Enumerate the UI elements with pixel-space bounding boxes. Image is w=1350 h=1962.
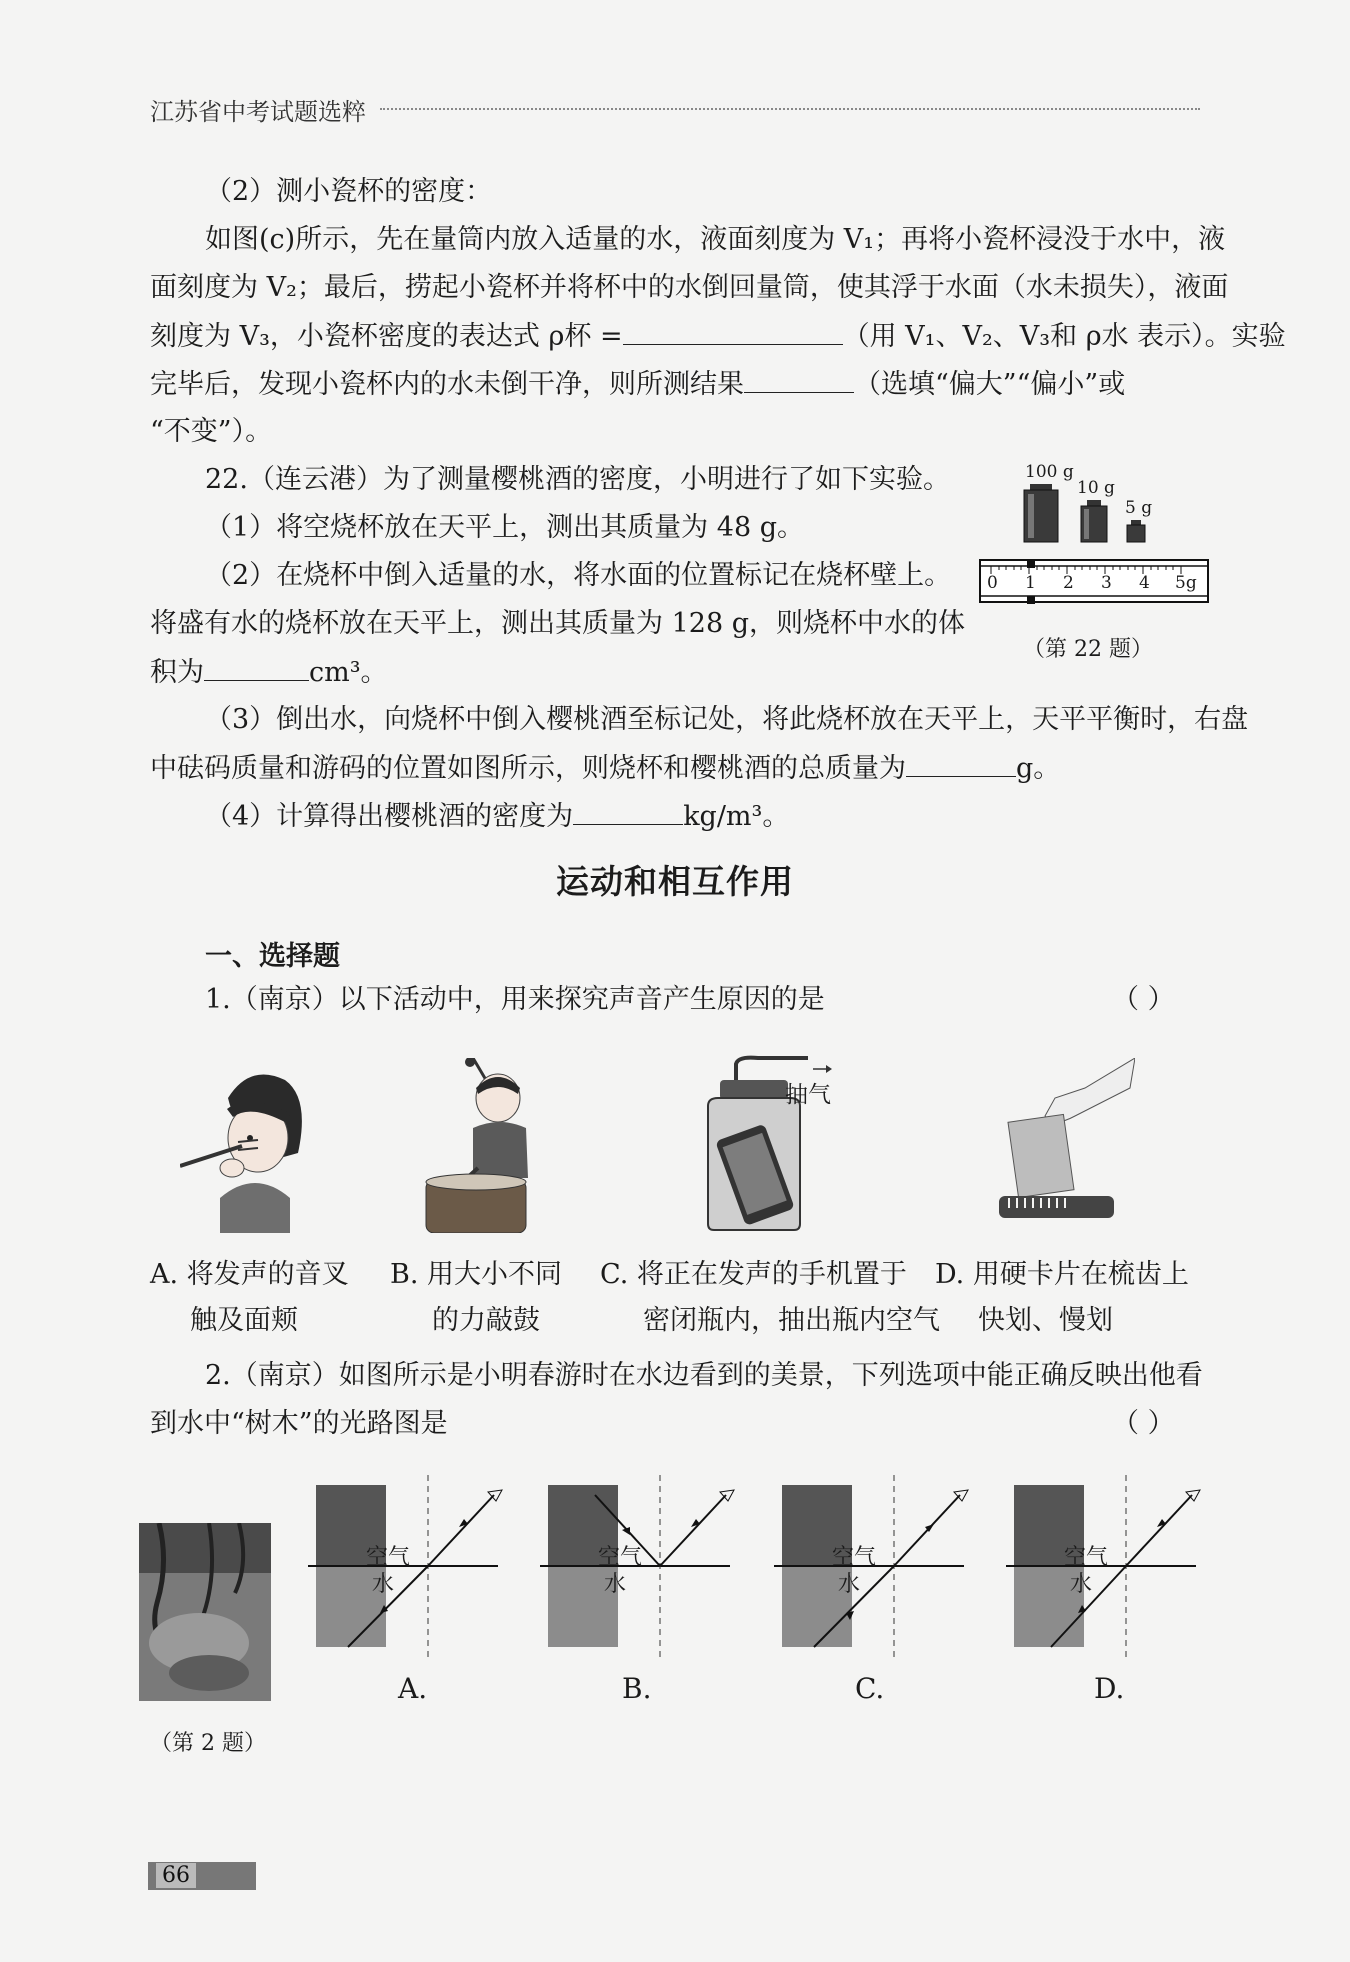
q1-option-c-line2: 密闭瓶内，抽出瓶内空气 (643, 1305, 940, 1336)
q22-balance-figure (975, 460, 1215, 660)
q21-line2: 面刻度为 V₂；最后，捞起小瓷杯并将杯中的水倒回量筒，使其浮于水面（水未损失），液面 (150, 272, 1229, 303)
tuning-fork-girl-image (180, 1058, 320, 1233)
q22-step2c-unit: cm³。 (309, 657, 388, 688)
q1-option-c-line1: C. 将正在发声的手机置于 (600, 1259, 907, 1290)
q1-option-d-line2: 快划、慢划 (978, 1305, 1113, 1336)
q22-answer-blank-mass[interactable] (906, 748, 1016, 777)
header-rule (380, 108, 1200, 110)
q21-answer-blank-1[interactable] (623, 316, 843, 345)
q22-answer-blank-density[interactable] (573, 796, 683, 825)
q22-step3b-text: 中砝码质量和游码的位置如图所示，则烧杯和樱桃酒的总质量为 (150, 753, 906, 784)
q2-a-air-label: 空气 (366, 1545, 411, 1570)
q21-line4-start: 完毕后，发现小瓷杯内的水未倒干净，则所测结果 (150, 369, 744, 400)
q22-answer-blank-volume[interactable] (204, 652, 309, 681)
q2-a-water-label: 水 (372, 1572, 395, 1597)
scale-tick-1: 1 (1025, 573, 1036, 593)
weight-5g (1127, 525, 1145, 542)
q2-reflection-photo (139, 1523, 271, 1701)
q2-stem-line1: 2.（南京）如图所示是小明春游时在水边看到的美景，下列选项中能正确反映出他看 (205, 1360, 1203, 1391)
q1-option-b-line1: B. 用大小不同 (390, 1259, 563, 1290)
drum-boy-image (418, 1058, 548, 1233)
q2-option-b-label[interactable]: B. (622, 1672, 652, 1705)
scale-tick-2: 2 (1063, 573, 1074, 593)
q21-line1: 如图(c)所示，先在量筒内放入适量的水，液面刻度为 V₁；再将小瓷杯浸没于水中，液 (205, 224, 1226, 255)
q22-step3b-unit: g。 (1016, 753, 1061, 784)
running-header: 江苏省中考试题选粹 (150, 98, 366, 126)
scale-tick-4: 4 (1139, 573, 1150, 593)
q22-stem: 22.（连云港）为了测量樱桃酒的密度，小明进行了如下实验。 (205, 464, 950, 495)
q22-figure-caption: （第 22 题） (1023, 637, 1153, 662)
q22-step2b: 将盛有水的烧杯放在天平上，测出其质量为 128 g，则烧杯中水的体 (150, 608, 965, 639)
q22-step4-unit: kg/m³。 (683, 801, 790, 832)
rider-bottom (1027, 596, 1035, 604)
section-title: 运动和相互作用 (556, 862, 794, 901)
q2-d-water-label: 水 (1070, 1572, 1093, 1597)
q22-step2a: （2）在烧杯中倒入适量的水，将水面的位置标记在烧杯壁上。 (205, 560, 952, 591)
page-number-tab (148, 1862, 256, 1890)
q22-step4 (205, 796, 789, 837)
q2-photo-caption: （第 2 题） (150, 1731, 266, 1756)
weight-label-5g: 5 g (1125, 498, 1153, 518)
q21-line3-end: （用 V₁、V₂、V₃和 ρ水 表示）。实验 (842, 321, 1286, 352)
q21-line3 (150, 316, 1286, 357)
section-subtitle: 一、选择题 (205, 941, 340, 972)
q21-line4-end: （选填“偏大”“偏小”或 (854, 369, 1126, 400)
q21-answer-blank-2[interactable] (744, 364, 854, 393)
q2-stem-line2: 到水中“树木”的光路图是 (150, 1408, 448, 1439)
q21-line3-start: 刻度为 V₃，小瓷杯密度的表达式 ρ杯 = (150, 321, 623, 352)
rider-top (1027, 560, 1035, 568)
q1-option-d-line1: D. 用硬卡片在梳齿上 (935, 1259, 1189, 1290)
q2-d-air-label: 空气 (1064, 1545, 1109, 1570)
weight-label-100g: 100 g (1025, 462, 1074, 482)
q2-c-air-label: 空气 (832, 1545, 877, 1570)
q22-step2c (150, 652, 388, 693)
pump-air-label: 抽气 (785, 1082, 831, 1108)
q2-b-air-label: 空气 (598, 1545, 643, 1570)
q2-b-water-label: 水 (604, 1572, 627, 1597)
q21-line5: “不变”）。 (150, 416, 273, 447)
scale-tick-3: 3 (1101, 573, 1112, 593)
page-number: 66 (156, 1863, 196, 1888)
q2-answer-paren[interactable]: （ ） (1112, 1408, 1175, 1439)
q2-option-d-label[interactable]: D. (1094, 1672, 1125, 1705)
q22-step3a: （3）倒出水，向烧杯中倒入樱桃酒至标记处，将此烧杯放在天平上，天平平衡时，右盘 (205, 704, 1249, 735)
q22-step4-text: （4）计算得出樱桃酒的密度为 (205, 801, 574, 832)
q1-option-a-line2: 触及面颊 (190, 1305, 298, 1336)
q2-option-a-label[interactable]: A. (398, 1672, 428, 1705)
q1-stem: 1.（南京）以下活动中，用来探究声音产生原因的是 (205, 984, 825, 1015)
scale-tick-5: 5g (1175, 573, 1197, 593)
q1-option-b-line2: 的力敲鼓 (432, 1305, 540, 1336)
comb-card-image (995, 1058, 1135, 1233)
q21-line4 (150, 364, 1125, 405)
q22-step2c-text: 积为 (150, 657, 204, 688)
q22-step3b (150, 748, 1060, 789)
scale-tick-labels (987, 573, 1207, 595)
q1-option-a-line1: A. 将发声的音叉 (150, 1259, 349, 1290)
q22-step1: （1）将空烧杯放在天平上，测出其质量为 48 g。 (205, 512, 804, 543)
weight-label-10g: 10 g (1077, 478, 1115, 498)
weights-and-scale-drawing (975, 460, 1215, 660)
q1-answer-paren[interactable]: （ ） (1112, 984, 1175, 1015)
q2-option-c-label[interactable]: C. (855, 1672, 885, 1705)
q2-c-water-label: 水 (838, 1572, 861, 1597)
q21-part2-title: （2）测小瓷杯的密度： (205, 176, 493, 207)
scale-tick-0: 0 (987, 573, 998, 593)
